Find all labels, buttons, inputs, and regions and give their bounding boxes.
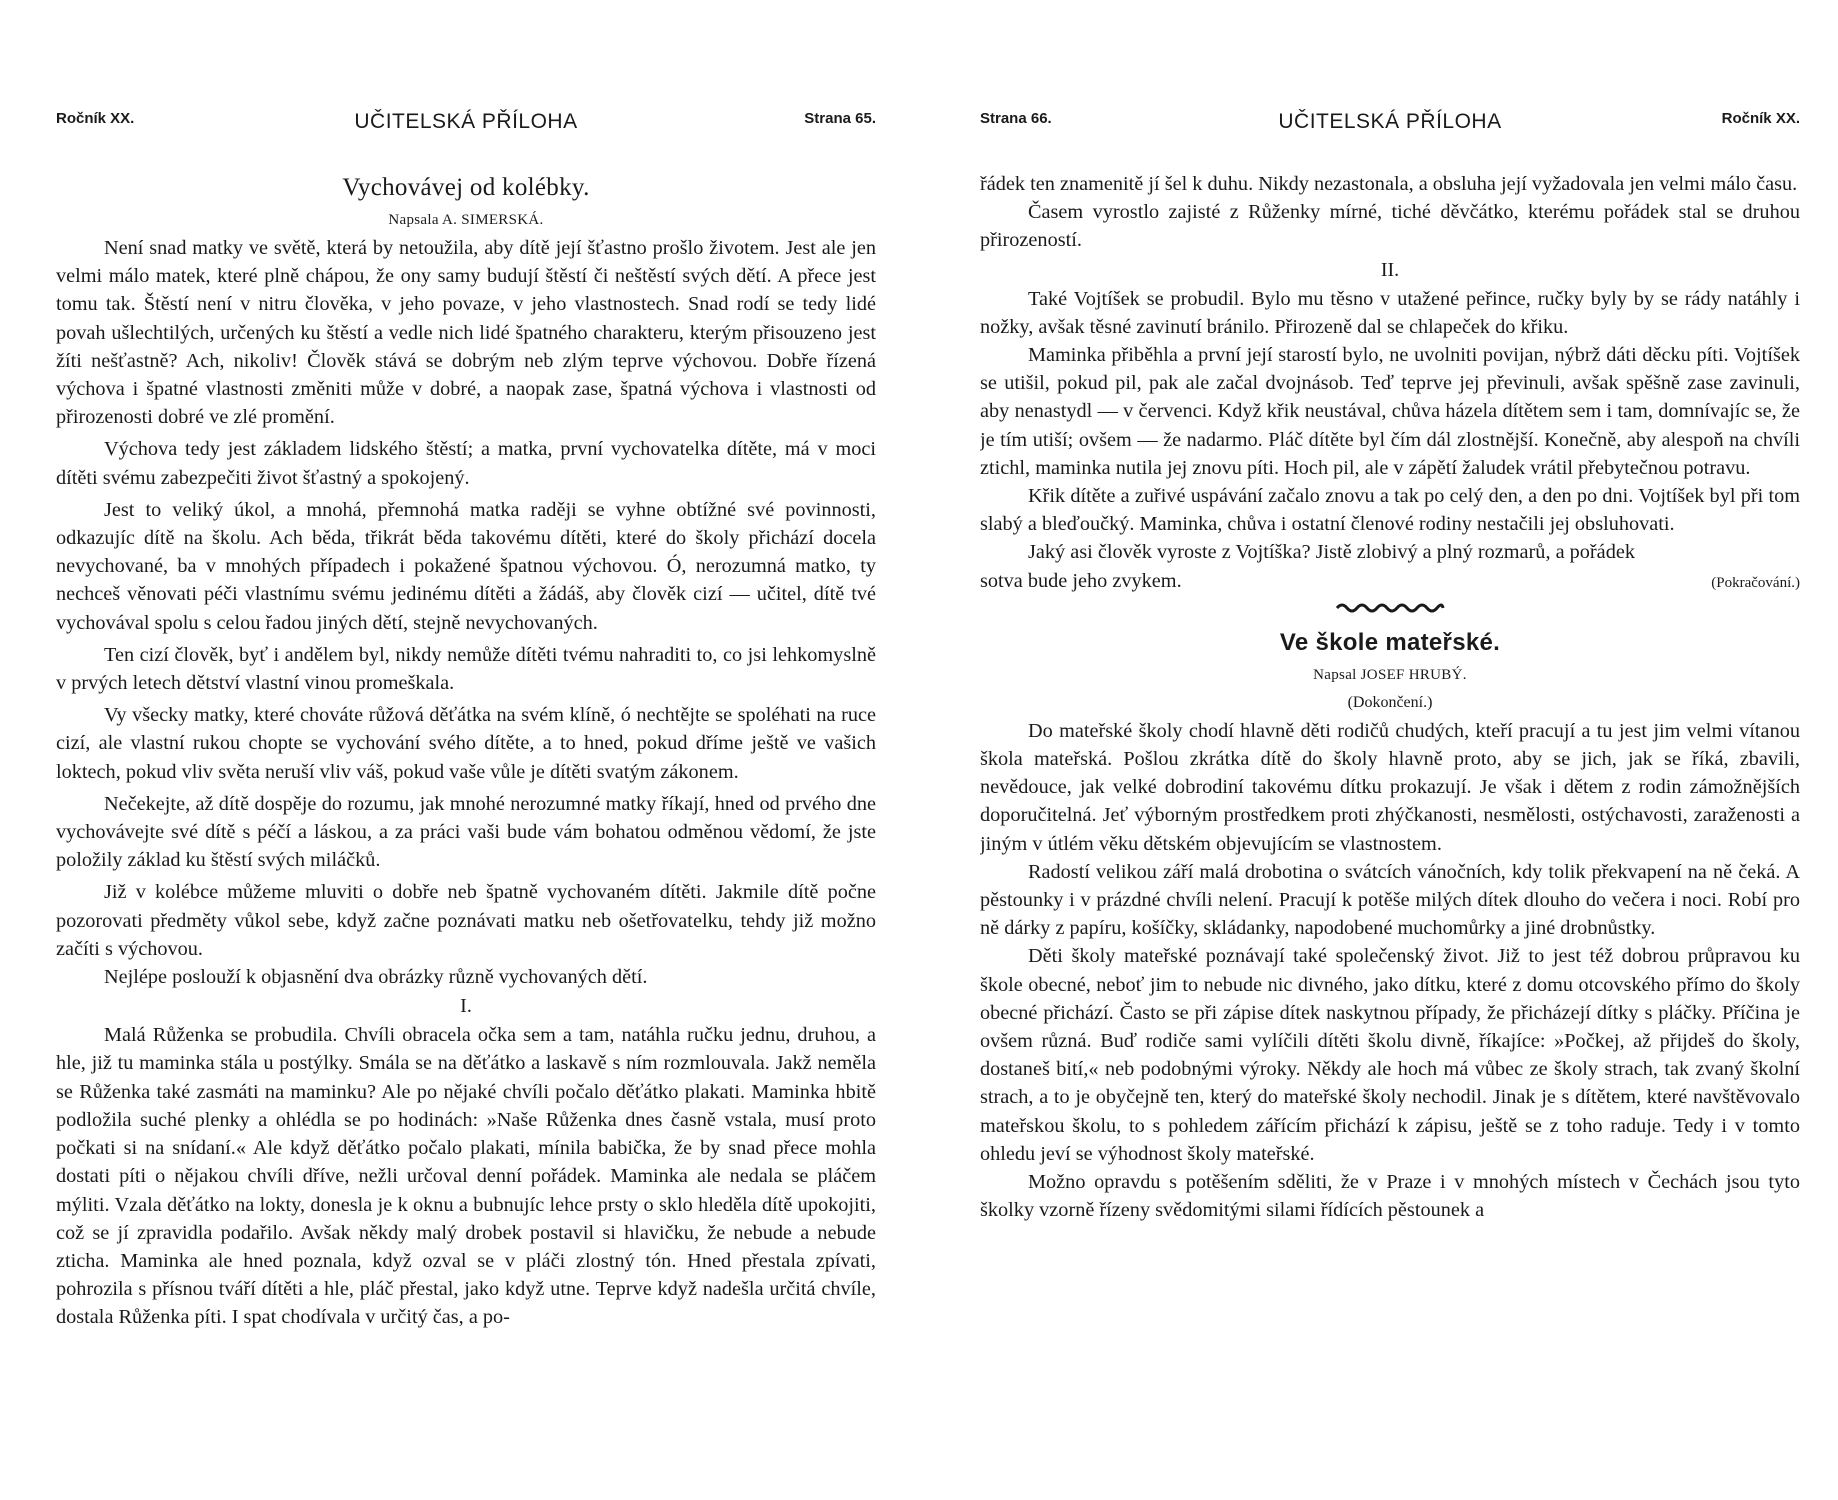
article-byline: Napsal JOSEF HRUBÝ. — [1313, 666, 1467, 683]
section-heading-i: I. — [460, 995, 472, 1018]
paragraph: Možno opravdu s potěšením sděliti, že v Praze i v mnohých místech v Čechách jsou tyto školky vzorně řízeny svědomitými silami řídících pěstounek a — [980, 1171, 1800, 1222]
article-title: Vychovávej od kolébky. — [342, 174, 590, 201]
volume-label: Ročník XX. — [56, 110, 135, 127]
running-title: UČITELSKÁ PŘÍLOHA — [1278, 110, 1502, 133]
paragraph: Nejlépe poslouží k objasnění dva obrázky různě vychovaných dětí. — [104, 966, 648, 989]
running-title: UČITELSKÁ PŘÍLOHA — [354, 110, 578, 133]
closing-line — [980, 567, 1800, 597]
paragraph: řádek ten znamenitě jí šel k duhu. Nikdy nezastonala, a obsluha její vyžadovala jen velmi málo času. — [980, 173, 1798, 195]
right-page-body — [980, 170, 1800, 1225]
paragraph: Malá Růženka se probudila. Chvíli obracela očka sem a tam, natáhla ručku jednu, druhou, a hle, již tu maminka stála u postýlky. Smála se na děťátko a laskavě s ním rozmlouvala. Jakž neměla se Růženka také zasmáti na maminku? Ale po nějaké chvíli počalo děťátko plakati. Maminka hbitě podložila suché plenky a ohlédla se po hodinách: »Naše Růženka dnes časně vstala, musí proto počkati si na snídaní.« Ale když děťátko počalo plakati, mínila babička, že by snad přece mohla dostati píti o nějakou chvíli dříve, nežli určoval denní pořádek. Maminka ale nedala se pláčem mýliti. Vzala děťátko na lokty, donesla je k oknu a bubnujíc lehce prsty o sklo hleděla dítě upokojiti, což se jí zpravidla podařilo. Avšak někdy malý drobek postavil si hlavičku, že nebude a nebude zticha. Maminka ale hned poznala, když ozval se v pláči zlostný tón. Hned přestala zpívati, pohrozila s přísnou tváří dítěti a hle, pláč přestal, jako když utne. Teprve když nadešla určitá chvíle, dostala Růženka píti. I spat chodívala v určitý čas, a po- — [56, 1024, 876, 1329]
paragraph: Maminka přiběhla a první její starostí bylo, ne uvolniti povijan, nýbrž dáti děcku píti. Vojtíšek se utišil, pokud pil, pak ale začal dvojnásob. Teď teprve jej převinuli, avšak spěšně zase zavinuli, aby nenastydl — v červenci. Když křik neustával, chůva házela dítětem sem i tam, domnívajíc se, že je tím utiší; ovšem — že nadarmo. Pláč dítěte byl čím dál zlostnější. Konečně, aby alespoň na chvíli ztichl, maminka nutila jej znovu píti. Hoch pil, ale v zápětí žaludek vrátil přebytečnou potravu. — [980, 344, 1800, 479]
page-number: Strana 66. — [980, 110, 1052, 127]
paragraph: Do mateřské školy chodí hlavně děti rodičů chudých, kteří pracují a tu jest jim velmi vítanou škola mateřská. Pošlou zkrátka dítě do školy hlavně proto, aby se jich, jak se říká, zbavili, nevědouce, jak velké dobrodiní takovému dítku prokazují. Je však i dětem z rodin zámožnějších doporučitelná. Jeť výborným prostředkem proti zhýčkanosti, nesmělosti, ostýchavosti, zaraženosti a jiným v útlém věku dětském objevujícím se vlastnostem. — [980, 719, 1800, 855]
paragraph: Děti školy mateřské poznávají také společenský život. Již to jest též dobrou průpravou ku škole obecné, neboť jim to nebude nic divného, jako dítku, které z domu otcovského přímo do školy obecné přichází. Často se při zápise dítek naskytnou případy, že přicházejí dítky s pláčky. Příčina je ovšem různá. Buď rodiče sami vylíčili dítěti školu divně, říkajíce: »Počkej, až přijdeš do školy, dostaneš bití,« neb podobnými výroky. Někdy ale hoch má vůbec ze školy strach, tak zvaný školní strach, a to je obyčejně ten, který do mateřské školy nechodil. Jinak je s dítětem, které navštěvovalo mateřskou školu, to s pohledem zářícím přichází k zápisu, ještě se z toho raduje. Tedy i v tomto ohledu jeví se výhodnost školy mateřské. — [980, 945, 1800, 1165]
paragraph: Jaký asi člověk vyroste z Vojtíška? Jistě zlobivý a plný rozmarů, a pořádek — [1028, 541, 1635, 564]
right-page-header — [980, 110, 1800, 136]
left-page-header — [56, 110, 876, 136]
paragraph: Vy všecky matky, které chováte růžová děťátka na svém klíně, ó nechtějte se spoléhati na ruce cizí, ale vlastní rukou chopte se vychování svého dítěte, a to hned, pokud dříme ještě ve vašich loktech, pokud vliv světa neruší vliv váš, pokud vaše vůle je dítěti svatým zákonem. — [56, 704, 876, 783]
paragraph: Již v kolébce můžeme mluviti o dobře neb špatně vychovaném dítěti. Jakmile dítě počne pozorovati předměty vůkol sebe, když začne poznávati matku neb ošetřovatelku, tehdy již možno začíti s výchovou. — [56, 881, 876, 960]
article-byline: Napsala A. SIMERSKÁ. — [388, 212, 544, 228]
paragraph: Křik dítěte a zuřivé uspávání začalo znovu a tak po celý den, a den po dni. Vojtíšek byl při tom slabý a bleďoučký. Maminka, chůva i ostatní členové rodiny nestačili jej obsluhovati. — [980, 485, 1800, 536]
continued-note: (Pokračování.) — [1711, 574, 1800, 591]
section-heading-ii: II. — [1380, 258, 1400, 281]
paragraph: Ten cizí člověk, byť i andělem byl, nikdy nemůže dítěti tvému nahraditi to, co jsi lehkomyslně v prvých letech dětství vlastní vinou promeškala. — [56, 643, 876, 695]
left-page — [56, 0, 876, 1500]
article-subtitle: (Dokončení.) — [1347, 693, 1433, 711]
volume-label: Ročník XX. — [1721, 110, 1800, 127]
squiggle-divider-icon — [1335, 601, 1445, 615]
paragraph: Výchova tedy jest základem lidského štěstí; a matka, první vychovatelka dítěte, má v moci dítěti svému zabezpečiti život šťastný a spokojený. — [56, 438, 876, 489]
right-page — [980, 0, 1800, 1500]
paragraph: Jest to veliký úkol, a mnohá, přemnohá matka raději se vyhne obtížné své povinnosti, odkazujíc dítě na školu. Ach běda, třikrát běda takovému dítěti, které do školy přichází docela nevychované, ba v mnohých případech i pokažené špatnou výchovou. Ó, nerozumná matko, ty nechceš věnovati péči vlastnímu svému jedinému dítěti a žádáš, aby člověk cizí — učitel, dítě tvé vychovával spolu s celou řadou jiných dětí, stejně nevychovaných. — [56, 498, 876, 634]
paragraph: Nečekejte, až dítě dospěje do rozumu, jak mnohé nerozumné matky říkají, hned od prvého dne vychovávejte své dítě s péčí a láskou, a za práci vaši bude vám bohatou odměnou vědomí, že jste položily základ ku štěstí svých miláčků. — [56, 792, 876, 872]
page-number: Strana 65. — [804, 110, 876, 127]
paragraph: Časem vyrostlo zajisté z Růženky mírné, tiché děvčátko, kterému pořádek stal se druhou přirozeností. — [980, 201, 1800, 252]
article-title: Ve škole mateřské. — [1279, 628, 1501, 656]
left-page-body — [56, 170, 876, 1332]
closing-text: sotva bude jeho zvykem. — [980, 569, 1182, 592]
paragraph: Také Vojtíšek se probudil. Bylo mu těsno v utažené peřince, ručky byly by se rády natáhly i nožky, avšak těsné zavinutí bránilo. Přirozeně dal se chlapeček do křiku. — [980, 287, 1800, 338]
paragraph: Radostí velikou září malá drobotina o svátcích vánočních, kdy tolik překvapení na ně čeká. A pěstounky i v prázdné chvíli nelení. Pracují k potěše milých dítek dlouho do večera i noci. Robí pro ně dárky z papíru, košíčky, skládanky, napodobené muchomůrky a jiné drobnůstky. — [980, 860, 1800, 940]
paragraph: Není snad matky ve světě, která by netoužila, aby dítě její šťastno prošlo životem. Jest ale jen velmi málo matek, které plně chápou, že ony samy budují štěstí či neštěstí svých dětí. A přece jest tomu tak. Štěstí není v nitru člověka, v jeho povaze, v jeho vlastnostech. Snad rodí se tedy lidé povah ušlechtilých, určených ku štěstí a vedle nich lidé špatného charakteru, kterým přisouzeno jest žíti nešťastně? Ach, nikoliv! Člověk stává se dobrým neb zlým teprve výchovou. Dobře řízená výchova i špatné vlastnosti změniti může v dobré, a naopak zase, špatná výchova i vlastnosti od přirozenosti dobré ve zlé promění. — [56, 237, 876, 429]
